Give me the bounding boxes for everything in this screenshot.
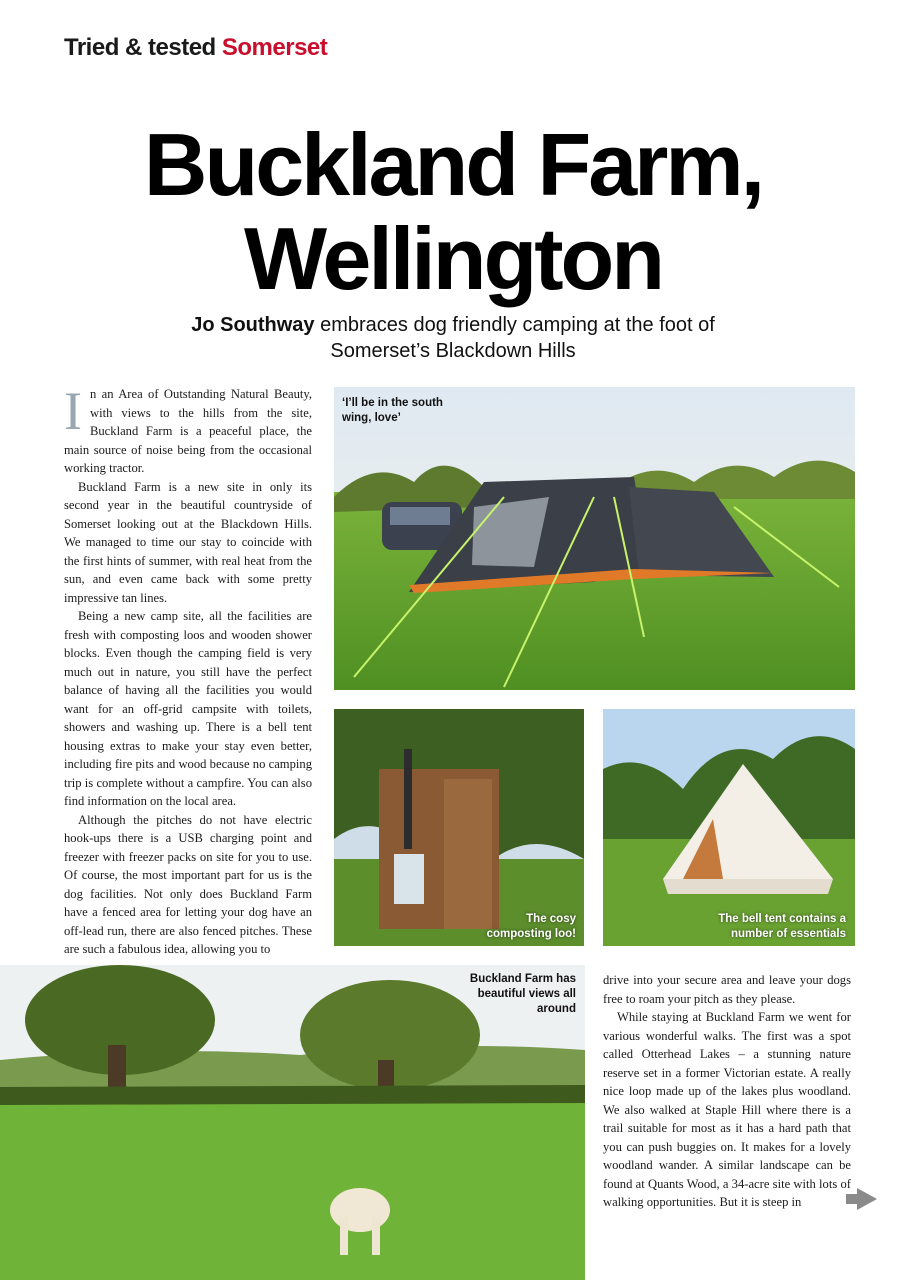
caption-loo: The cosy composting loo! xyxy=(486,913,576,940)
paragraph: While staying at Buckland Farm we went for various wonderful walks. The first was a spot called Otterhead Lakes – a stunning nature reserve set in a former Victorian estate. A really nice loop made up of the lakes plus woodland. We also walked at Staple Hill where there is a trail suitable for most as it has a hard path that you can push buggies on. It makes for a lovely woodland wander. A similar landscape can be found at Quants Wood, a 34-acre site with lots of walking opportunities. But it is steep in xyxy=(603,1010,851,1209)
paragraph: Although the pitches do not have electric hook-ups there is a USB charging point and freezer with freezer packs on site for you to use. Of course, the most important part for us is the dog facilities. Not only does Buckland Farm have a fenced area for letting your dog have an off-lead run, there are also fenced pitches. These are such a fabulous idea, allowing you to xyxy=(64,812,312,956)
bell-tent-photo xyxy=(603,709,855,946)
article-title xyxy=(0,115,906,308)
paragraph: Buckland Farm is a new site in only its second year in the beautiful countryside of Somerset looking out at the Blackdown Hills. We managed to time our stay to coincide with the first hints of summer, with real heat from the sun, and even came back with some pretty impressive tan lines. xyxy=(64,479,312,605)
caption-bell-tent: The bell tent contains a number of essentials xyxy=(718,913,846,940)
section-kicker xyxy=(64,34,327,62)
kicker-prefix: Tried & tested xyxy=(64,34,216,61)
paragraph: n an Area of Outstanding Natural Beauty, with views to the hills from the site, Buckland Farm is a peaceful place, the main source of noise being from the occasional working tractor. xyxy=(64,387,312,475)
body-column-2 xyxy=(603,971,851,1212)
caption-views: Buckland Farm has beautiful views all around xyxy=(469,973,576,1015)
author-name: Jo Southway xyxy=(191,314,315,336)
paragraph: Being a new camp site, all the facilities are fresh with composting loos and wooden shower blocks. Even though the camping field is very much out in nature, you still have the perfect balance of having all the facilities you would want for an off-grid campsite with toilets, showers and washing up. There is a bell tent housing extras to make your stay even better, including fire pits and wood because no camping trip is complete without a campfire. You can also find information on the local area. xyxy=(64,609,312,808)
tent-photo xyxy=(334,387,855,690)
paragraph: drive into your secure area and leave your dogs free to roam your pitch as they please. xyxy=(603,973,851,1006)
continue-arrow-icon xyxy=(857,1188,877,1210)
dropcap: I xyxy=(64,381,82,441)
standfirst xyxy=(150,312,756,364)
loo-photo xyxy=(334,709,584,946)
title-line-2: Wellington xyxy=(243,209,663,308)
caption-tent: ‘I’ll be in the south wing, love’ xyxy=(342,397,443,424)
body-column-1 xyxy=(64,381,312,959)
title-line-1: Buckland Farm, xyxy=(143,115,763,214)
kicker-region: Somerset xyxy=(221,34,328,61)
standfirst-text: embraces dog friendly camping at the foot of Somerset’s Blackdown Hills xyxy=(314,314,715,362)
